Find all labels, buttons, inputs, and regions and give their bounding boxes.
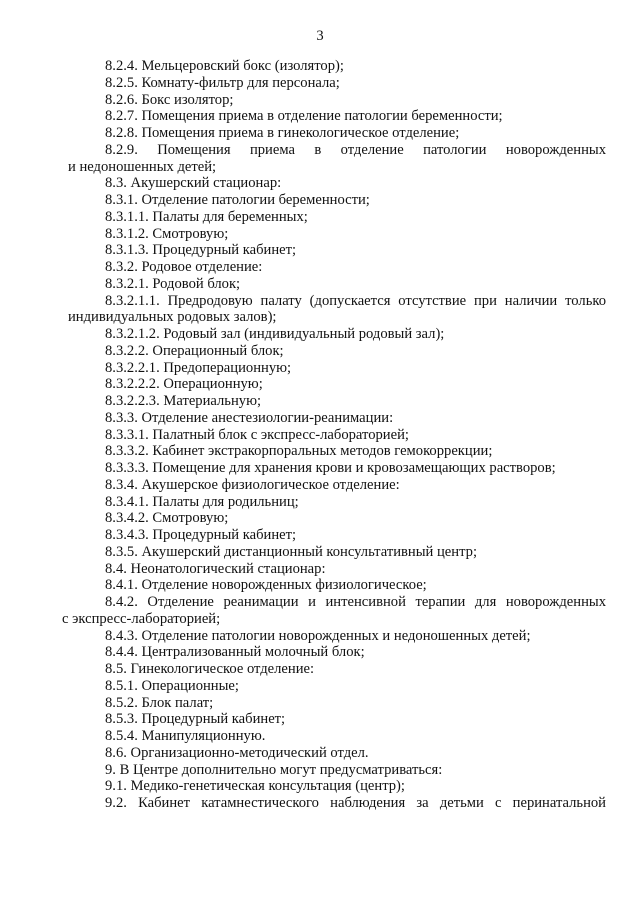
text-line: 8.5.2. Блок палат; xyxy=(105,694,214,711)
text-line: 8.4. Неонатологический стационар: xyxy=(105,560,326,577)
text-line: 8.3. Акушерский стационар: xyxy=(105,175,282,192)
text-line: 8.3.4.3. Процедурный кабинет; xyxy=(105,527,297,543)
text-line: 8.4.1. Отделение новорожденных физиологическое; xyxy=(105,577,427,594)
text-line: 8.4.3. Отделение патологии новорожденных и недоношенных детей; xyxy=(105,627,531,644)
text-line: 8.3.1.2. Смотровую; xyxy=(105,225,229,242)
text-line: 8.4.2. Отделение реанимации и интенсивной терапии для новорожденных xyxy=(105,594,606,610)
text-line: 8.3.4. Акушерское физиологическое отделение: xyxy=(105,476,400,493)
text-line: 8.3.5. Акушерский дистанционный консультативный центр; xyxy=(105,543,477,560)
text-line: 8.3.2.2. Операционный блок; xyxy=(105,342,284,359)
text-line: 8.3.2.1. Родовой блок; xyxy=(105,275,241,292)
text-line: 8.3.1.1. Палаты для беременных; xyxy=(105,208,308,225)
text-line: 8.3.2.1.1. Предродовую палату (допускается отсутствие при наличии только xyxy=(105,292,606,309)
text-line: 8.3.4.1. Палаты для родильниц; xyxy=(105,493,299,510)
document-body xyxy=(62,58,606,812)
text-line: 8.3.3. Отделение анестезиологии-реанимации: xyxy=(105,409,394,426)
text-line: 8.2.5. Комнату-фильтр для персонала; xyxy=(105,74,340,91)
text-line: 9.1. Медико-генетическая консультация (центр); xyxy=(105,778,405,795)
text-line: 8.6. Организационно-методический отдел. xyxy=(105,744,369,761)
text-line: индивидуальных родовых залов); xyxy=(68,309,277,326)
text-line: 8.2.8. Помещения приема в гинекологическое отделение; xyxy=(105,125,460,141)
text-line: 8.3.1.3. Процедурный кабинет; xyxy=(105,242,297,259)
text-line: 8.3.3.1. Палатный блок с экспресс-лабораторией; xyxy=(105,426,409,443)
text-line: 8.5. Гинекологическое отделение: xyxy=(105,661,315,677)
text-line: 9. В Центре дополнительно могут предусматриваться: xyxy=(105,761,443,778)
text-line: 8.2.6. Бокс изолятор; xyxy=(105,91,234,108)
text-line: 8.2.4. Мельцеровский бокс (изолятор); xyxy=(105,58,344,74)
text-line: 8.3.4.2. Смотровую; xyxy=(105,510,229,527)
page-number: 3 xyxy=(316,28,324,44)
text-line: с экспресс-лабораторией; xyxy=(62,610,221,627)
text-line: 8.5.1. Операционные; xyxy=(105,677,239,694)
text-line: 8.4.4. Централизованный молочный блок; xyxy=(105,644,365,661)
text-line: 8.3.1. Отделение патологии беременности; xyxy=(105,192,370,208)
text-line: 8.3.2.2.3. Материальную; xyxy=(105,393,262,409)
text-line: 8.3.3.3. Помещение для хранения крови и кровозамещающих растворов; xyxy=(105,460,556,476)
text-line: 8.2.7. Помещения приема в отделение патологии беременности; xyxy=(105,108,503,125)
text-line: и недоношенных детей; xyxy=(68,158,217,175)
text-line: 8.3.2.2.2. Операционную; xyxy=(105,376,263,393)
text-line: 8.3.3.2. Кабинет экстракорпоральных методов гемокоррекции; xyxy=(105,443,493,460)
text-line: 9.2. Кабинет катамнестического наблюдения за детьми с перинатальной xyxy=(105,795,606,811)
text-line: 8.3.2.1.2. Родовый зал (индивидуальный родовый зал); xyxy=(105,326,445,342)
text-line: 8.5.3. Процедурный кабинет; xyxy=(105,711,286,728)
text-line: 8.5.4. Манипуляционную. xyxy=(105,728,266,744)
text-line: 8.3.2. Родовое отделение: xyxy=(105,259,263,275)
text-line: 8.2.9. Помещения приема в отделение патологии новорожденных xyxy=(105,141,606,158)
text-line: 8.3.2.2.1. Предоперационную; xyxy=(105,359,292,376)
